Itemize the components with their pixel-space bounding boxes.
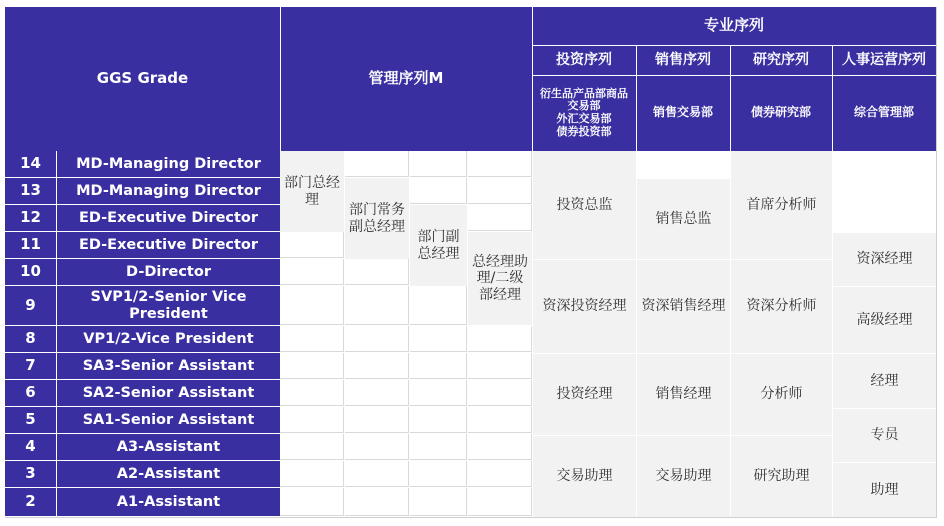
hr-empty-2 — [833, 179, 936, 205]
grade-level: 8 — [5, 326, 56, 352]
mgmt-grid-cell — [345, 286, 409, 325]
mgmt-grid-cell — [468, 326, 532, 352]
mgmt-grid-cell — [345, 151, 409, 177]
mgmt-grid-cell — [280, 461, 344, 487]
mgmt-grid-cell — [280, 353, 344, 379]
grade-level: 3 — [5, 461, 56, 487]
mgmt-grid-cell — [410, 178, 467, 204]
mgmt-dept-gm: 部门总经理 — [280, 151, 344, 232]
research-chief: 首席分析师 — [731, 151, 832, 259]
grade-title: MD-Managing Director — [57, 178, 280, 204]
mgmt-grid-cell — [280, 259, 344, 285]
hr-empty-3 — [833, 206, 936, 232]
hr-advanced-manager: 高级经理 — [833, 287, 936, 353]
mgmt-grid-cell — [468, 380, 532, 406]
mgmt-dept-exec-deputy-gm: 部门常务副总经理 — [345, 178, 409, 259]
grade-level: 4 — [5, 434, 56, 460]
mgmt-grid-cell — [410, 353, 467, 379]
grade-level: 13 — [5, 178, 56, 204]
grade-title: ED-Executive Director — [57, 232, 280, 258]
mgmt-grid-cell — [345, 488, 409, 516]
mgmt-grid-cell — [345, 353, 409, 379]
header-general-mgmt-dept: 综合管理部 — [832, 75, 936, 151]
mgmt-grid-cell — [468, 407, 532, 433]
grade-level: 2 — [5, 488, 56, 516]
mgmt-grid-cell — [410, 488, 467, 516]
grade-level: 5 — [5, 407, 56, 433]
grade-title: D-Director — [57, 259, 280, 285]
invest-assistant: 交易助理 — [533, 436, 636, 517]
header-research-dept: 债券研究部 — [730, 75, 832, 151]
grade-level: 6 — [5, 380, 56, 406]
mgmt-gm-assistant: 总经理助理/二级部经理 — [468, 232, 532, 325]
mgmt-grid-cell — [468, 461, 532, 487]
mgmt-dept-deputy-gm: 部门副总经理 — [410, 205, 467, 286]
grade-level: 9 — [5, 286, 56, 325]
mgmt-grid-cell — [345, 434, 409, 460]
mgmt-grid-cell — [468, 151, 532, 177]
mgmt-grid-cell — [280, 286, 344, 325]
grade-level: 7 — [5, 353, 56, 379]
mgmt-grid-cell — [345, 461, 409, 487]
header-management-series: 管理序列M — [280, 7, 532, 151]
sales-manager: 销售经理 — [637, 354, 730, 435]
grade-title: SVP1/2-Senior Vice President — [57, 286, 280, 325]
hr-manager: 经理 — [833, 354, 936, 408]
mgmt-grid-cell — [280, 232, 344, 258]
header-ggs-grade: GGS Grade — [5, 7, 280, 151]
grade-level: 14 — [5, 151, 56, 177]
grade-title: A3-Assistant — [57, 434, 280, 460]
mgmt-grid-cell — [410, 434, 467, 460]
header-sales-series: 销售序列 — [636, 45, 730, 75]
mgmt-grid-cell — [468, 178, 532, 204]
sales-assistant: 交易助理 — [637, 436, 730, 517]
invest-senior-manager: 资深投资经理 — [533, 260, 636, 353]
header-investment-series: 投资序列 — [532, 45, 636, 75]
research-analyst: 分析师 — [731, 354, 832, 435]
hr-empty-1 — [833, 151, 936, 178]
mgmt-grid-cell — [410, 286, 467, 325]
grade-title: SA1-Senior Assistant — [57, 407, 280, 433]
grade-title: SA3-Senior Assistant — [57, 353, 280, 379]
mgmt-grid-cell — [345, 407, 409, 433]
research-assistant: 研究助理 — [731, 436, 832, 517]
grade-level: 10 — [5, 259, 56, 285]
mgmt-grid-cell — [280, 488, 344, 516]
header-hr-ops-series: 人事运营序列 — [832, 45, 936, 75]
grade-title: ED-Executive Director — [57, 205, 280, 231]
header-professional-series: 专业序列 — [532, 7, 936, 45]
hr-assistant: 助理 — [833, 463, 936, 517]
mgmt-grid-cell — [410, 326, 467, 352]
grade-level: 11 — [5, 232, 56, 258]
grade-title: SA2-Senior Assistant — [57, 380, 280, 406]
grade-level: 12 — [5, 205, 56, 231]
hr-specialist: 专员 — [833, 409, 936, 462]
header-research-series: 研究序列 — [730, 45, 832, 75]
mgmt-grid-cell — [468, 353, 532, 379]
sales-senior-manager: 资深销售经理 — [637, 260, 730, 353]
mgmt-grid-cell — [345, 259, 409, 285]
mgmt-grid-cell — [280, 434, 344, 460]
mgmt-grid-cell — [468, 488, 532, 516]
mgmt-grid-cell — [468, 205, 532, 231]
invest-manager: 投资经理 — [533, 354, 636, 435]
mgmt-grid-cell — [410, 407, 467, 433]
sales-empty-top — [637, 151, 730, 178]
mgmt-grid-cell — [345, 380, 409, 406]
invest-director: 投资总监 — [533, 151, 636, 259]
mgmt-grid-cell — [410, 151, 467, 177]
mgmt-grid-cell — [468, 434, 532, 460]
mgmt-grid-cell — [410, 380, 467, 406]
grade-title: VP1/2-Vice President — [57, 326, 280, 352]
grade-title: A1-Assistant — [57, 488, 280, 516]
mgmt-grid-cell — [280, 326, 344, 352]
hr-senior-manager: 资深经理 — [833, 233, 936, 286]
header-sales-dept: 销售交易部 — [636, 75, 730, 151]
grade-title: MD-Managing Director — [57, 151, 280, 177]
grade-title: A2-Assistant — [57, 461, 280, 487]
sales-director: 销售总监 — [637, 179, 730, 259]
header-investment-depts: 衍生品产品部商品 交易部 外汇交易部 债券投资部 — [532, 75, 636, 151]
mgmt-grid-cell — [410, 461, 467, 487]
research-senior: 资深分析师 — [731, 260, 832, 353]
mgmt-grid-cell — [280, 380, 344, 406]
mgmt-grid-cell — [280, 407, 344, 433]
mgmt-grid-cell — [345, 326, 409, 352]
